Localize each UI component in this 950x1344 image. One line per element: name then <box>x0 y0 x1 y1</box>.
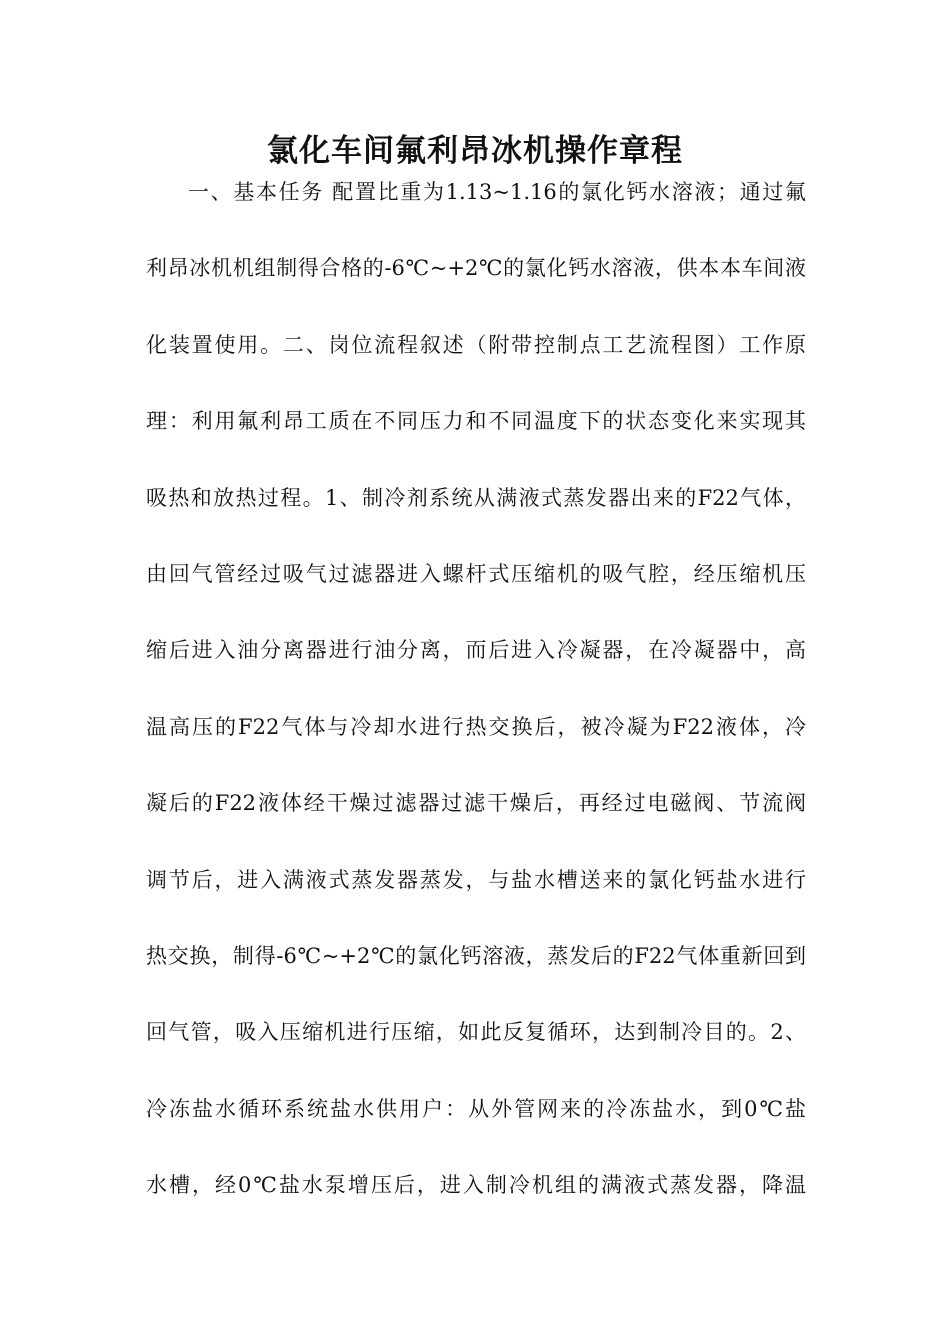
body-line-text: 水槽，经0℃盐水泵增压后，进入制冷机组的满液式蒸发器，降温 <box>146 1173 806 1198</box>
body-line <box>146 552 806 628</box>
body-line-text: 热交换，制得-6℃~+2℃的氯化钙溶液，蒸发后的F22气体重新回到 <box>146 943 806 968</box>
body-line <box>146 781 806 857</box>
body-line-text: 理：利用氟利昂工质在不同压力和不同温度下的状态变化来实现其 <box>146 409 806 434</box>
body-line-text: 凝后的F22液体经干燥过滤器过滤干燥后，再经过电磁阀、节流阀 <box>146 791 806 816</box>
body-line <box>146 246 806 322</box>
body-line <box>146 705 806 781</box>
body-line-text: 利昂冰机机组制得合格的-6℃~+2℃的氯化钙水溶液，供本本车间液 <box>146 256 806 281</box>
document-body <box>146 170 806 1239</box>
body-line <box>146 628 806 704</box>
body-line-text: 温高压的F22气体与冷却水进行热交换后，被冷凝为F22液体，冷 <box>146 714 806 739</box>
body-line-text: 回气管，吸入压缩机进行压缩，如此反复循环，达到制冷目的。2、 <box>146 1020 806 1045</box>
body-line <box>146 1163 806 1239</box>
body-line <box>146 170 806 246</box>
body-line-text: 一、基本任务 配置比重为1.13~1.16的氯化钙水溶液；通过氟 <box>188 180 806 204</box>
body-line <box>146 858 806 934</box>
body-line <box>146 934 806 1010</box>
body-line-text: 缩后进入油分离器进行油分离，而后进入冷凝器，在冷凝器中，高 <box>146 638 806 663</box>
body-line <box>146 1010 806 1086</box>
body-line-text: 冷冻盐水循环系统盐水供用户：从外管网来的冷冻盐水，到0℃盐 <box>146 1096 806 1121</box>
document-title: 氯化车间氟利昂冰机操作章程 <box>267 133 683 169</box>
body-line <box>146 399 806 475</box>
body-line-text: 化装置使用。二、岗位流程叙述（附带控制点工艺流程图）工作原 <box>146 332 806 357</box>
body-line-text: 吸热和放热过程。1、制冷剂系统从满液式蒸发器出来的F22气体， <box>146 485 806 510</box>
body-line <box>146 476 806 552</box>
body-line <box>146 323 806 399</box>
body-line <box>146 1087 806 1163</box>
body-line-text: 调节后，进入满液式蒸发器蒸发，与盐水槽送来的氯化钙盐水进行 <box>146 867 806 892</box>
body-line-text: 由回气管经过吸气过滤器进入螺杆式压缩机的吸气腔，经压缩机压 <box>146 561 806 586</box>
